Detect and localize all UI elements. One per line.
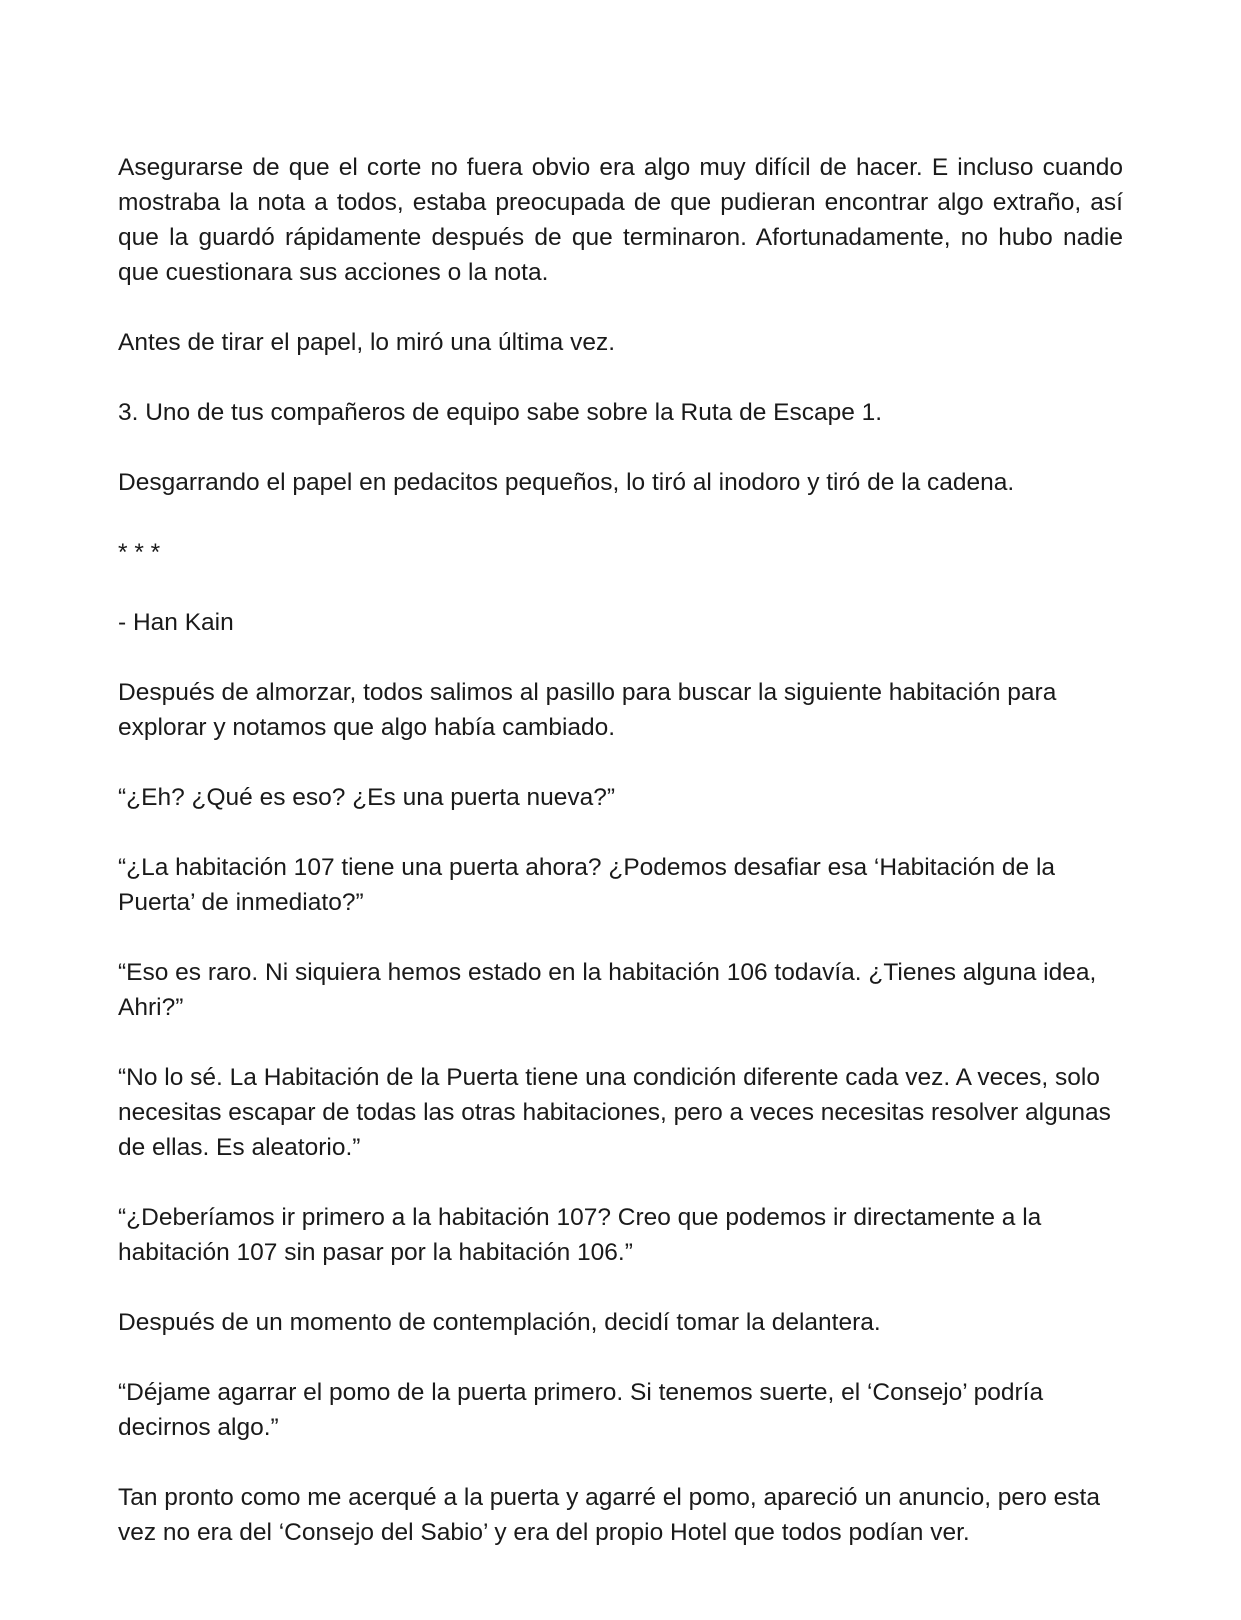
paragraph-note-item-3: 3. Uno de tus compañeros de equipo sabe sobre la Ruta de Escape 1. [118,399,883,426]
dialogue-strange: “Eso es raro. Ni siquiera hemos estado en la habitación 106 todavía. ¿Tienes alguna idea, Ahri?” [118,959,1097,1021]
pov-heading: - Han Kain [118,609,234,636]
scene-break: * * * [118,539,161,566]
paragraph-announcement: Tan pronto como me acerqué a la puerta y agarré el pomo, apareció un anuncio, pero esta vez no era del ‘Consejo del Sabio’ y era del propio Hotel que todos podían ver. [118,1484,1100,1546]
dialogue-room-107: “¿La habitación 107 tiene una puerta ahora? ¿Podemos desafiar esa ‘Habitación de la Puerta’ de inmediato?” [118,854,1056,916]
document-page [118,150,1123,1585]
paragraph-after-lunch: Después de almorzar, todos salimos al pasillo para buscar la siguiente habitación para explorar y notamos que algo había cambiado. [118,679,1057,741]
paragraph-take-lead: Después de un momento de contemplación, decidí tomar la delantera. [118,1309,881,1336]
dialogue-go-107-first: “¿Deberíamos ir primero a la habitación 107? Creo que podemos ir directamente a la habitación 107 sin pasar por la habitación 106.” [118,1204,1042,1266]
paragraph-tear-paper: Desgarrando el papel en pedacitos pequeños, lo tiró al inodoro y tiró de la cadena. [118,469,1015,496]
dialogue-grab-knob: “Déjame agarrar el pomo de la puerta primero. Si tenemos suerte, el ‘Consejo’ podría decirnos algo.” [118,1379,1044,1441]
dialogue-door-room-condition: “No lo sé. La Habitación de la Puerta tiene una condición diferente cada vez. A veces, solo necesitas escapar de todas las otras habitaciones, pero a veces necesitas resolver algunas de ellas. Es aleatorio.” [118,1064,1111,1161]
paragraph-last-look: Antes de tirar el papel, lo miró una última vez. [118,329,616,356]
paragraph-cut-note: Asegurarse de que el corte no fuera obvio era algo muy difícil de hacer. E incluso cuando mostraba la nota a todos, estaba preocupada de que pudieran encontrar algo extraño, así que la guardó rápidamente después de que terminaron. Afortunadamente, no hubo nadie que cuestionara sus acciones o la nota. [118,154,1123,286]
dialogue-new-door: “¿Eh? ¿Qué es eso? ¿Es una puerta nueva?” [118,784,616,811]
